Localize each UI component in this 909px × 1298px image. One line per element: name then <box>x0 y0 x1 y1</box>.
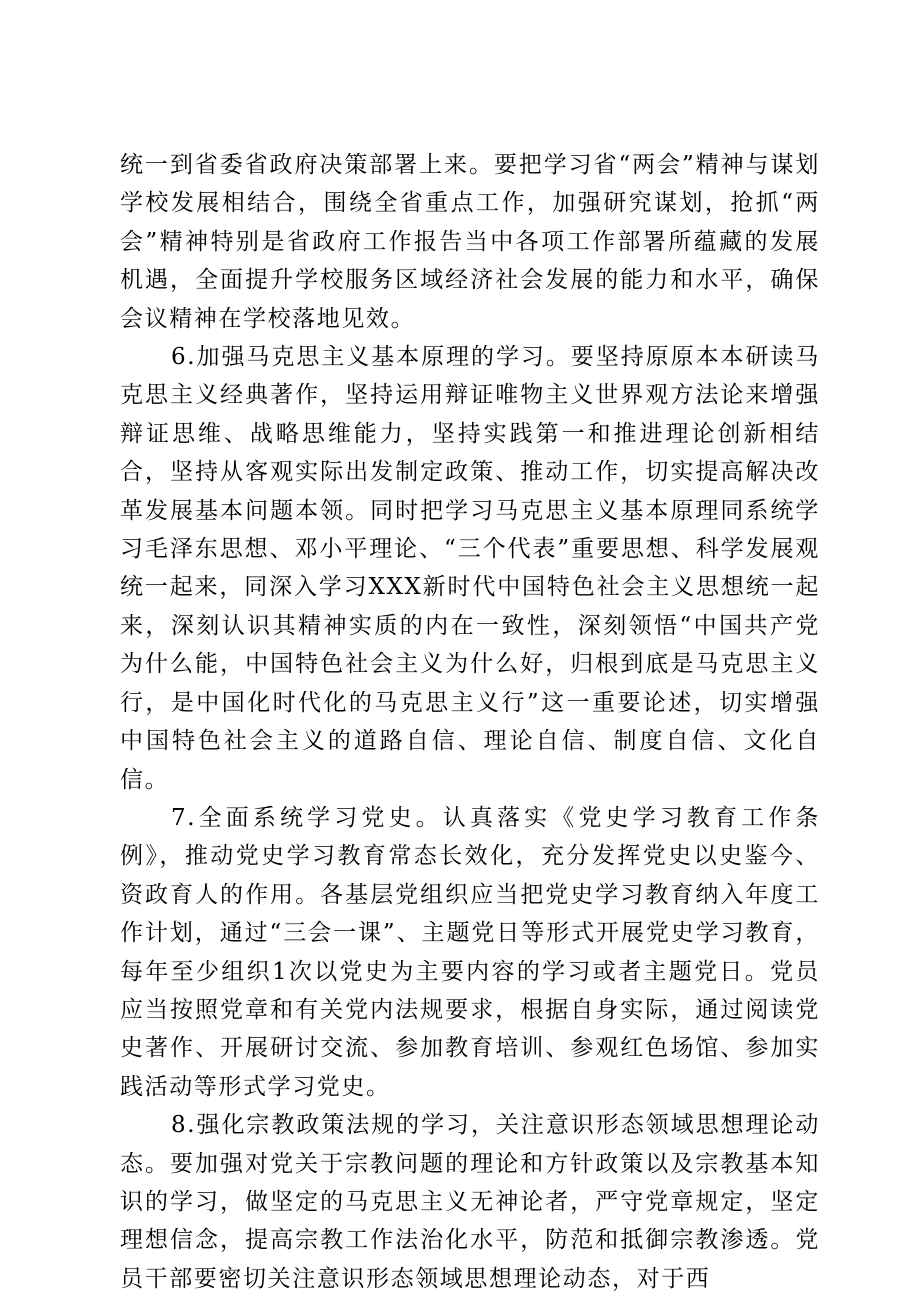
paragraph-section-6: 6.加强马克思主义基本原理的学习。要坚持原原本本研读马克思主义经典著作，坚持运用辩证唯物主义世界观方法论来增强辩证思维、战略思维能力，坚持实践第一和推进理论创新相结合，坚持从客观实际出发制定政策、推动工作，切实提高解决改革发展基本问题本领。同时把学习马克思主义基本原理同系统学习毛泽东思想、邓小平理论、“三个代表”重要思想、科学发展观统一起来，同深入学习XXX新时代中国特色社会主义思想统一起来，深刻认识其精神实质的内在一致性，深刻领悟“中国共产党为什么能，中国特色社会主义为什么好，归根到底是马克思主义行，是中国化时代化的马克思主义行”这一重要论述，切实增强中国特色社会主义的道路自信、理论自信、制度自信、文化自信。 <box>120 344 820 793</box>
paragraph-section-7: 7.全面系统学习党史。认真落实《党史学习教育工作条例》，推动党史学习教育常态长效化，充分发挥党史以史鉴今、资政育人的作用。各基层党组织应当把党史学习教育纳入年度工作计划，通过“三会一课”、主题党日等形式开展党史学习教育，每年至少组织1次以党史为主要内容的学习或者主题党日。党员应当按照党章和有关党内法规要求，根据自身实际，通过阅读党史著作、开展研讨交流、参加教育培训、参观红色场馆、参加实践活动等形式学习党史。 <box>120 804 820 1100</box>
document-body <box>120 146 820 1298</box>
paragraph-section-8: 8.强化宗教政策法规的学习，关注意识形态领域思想理论动态。要加强对党关于宗教问题的理论和方针政策以及宗教基本知识的学习，做坚定的马克思主义无神论者，严守党章规定，坚定理想信念，提高宗教工作法治化水平，防范和抵御宗教渗透。党员干部要密切关注意识形态领域思想理论动态，对于西 <box>120 1112 820 1292</box>
paragraph-continuation: 统一到省委省政府决策部署上来。要把学习省“两会”精神与谋划学校发展相结合，围绕全省重点工作，加强研究谋划，抢抓“两会”精神特别是省政府工作报告当中各项工作部署所蕴藏的发展机遇，全面提升学校服务区域经济社会发展的能力和水平，确保会议精神在学校落地见效。 <box>120 152 820 332</box>
